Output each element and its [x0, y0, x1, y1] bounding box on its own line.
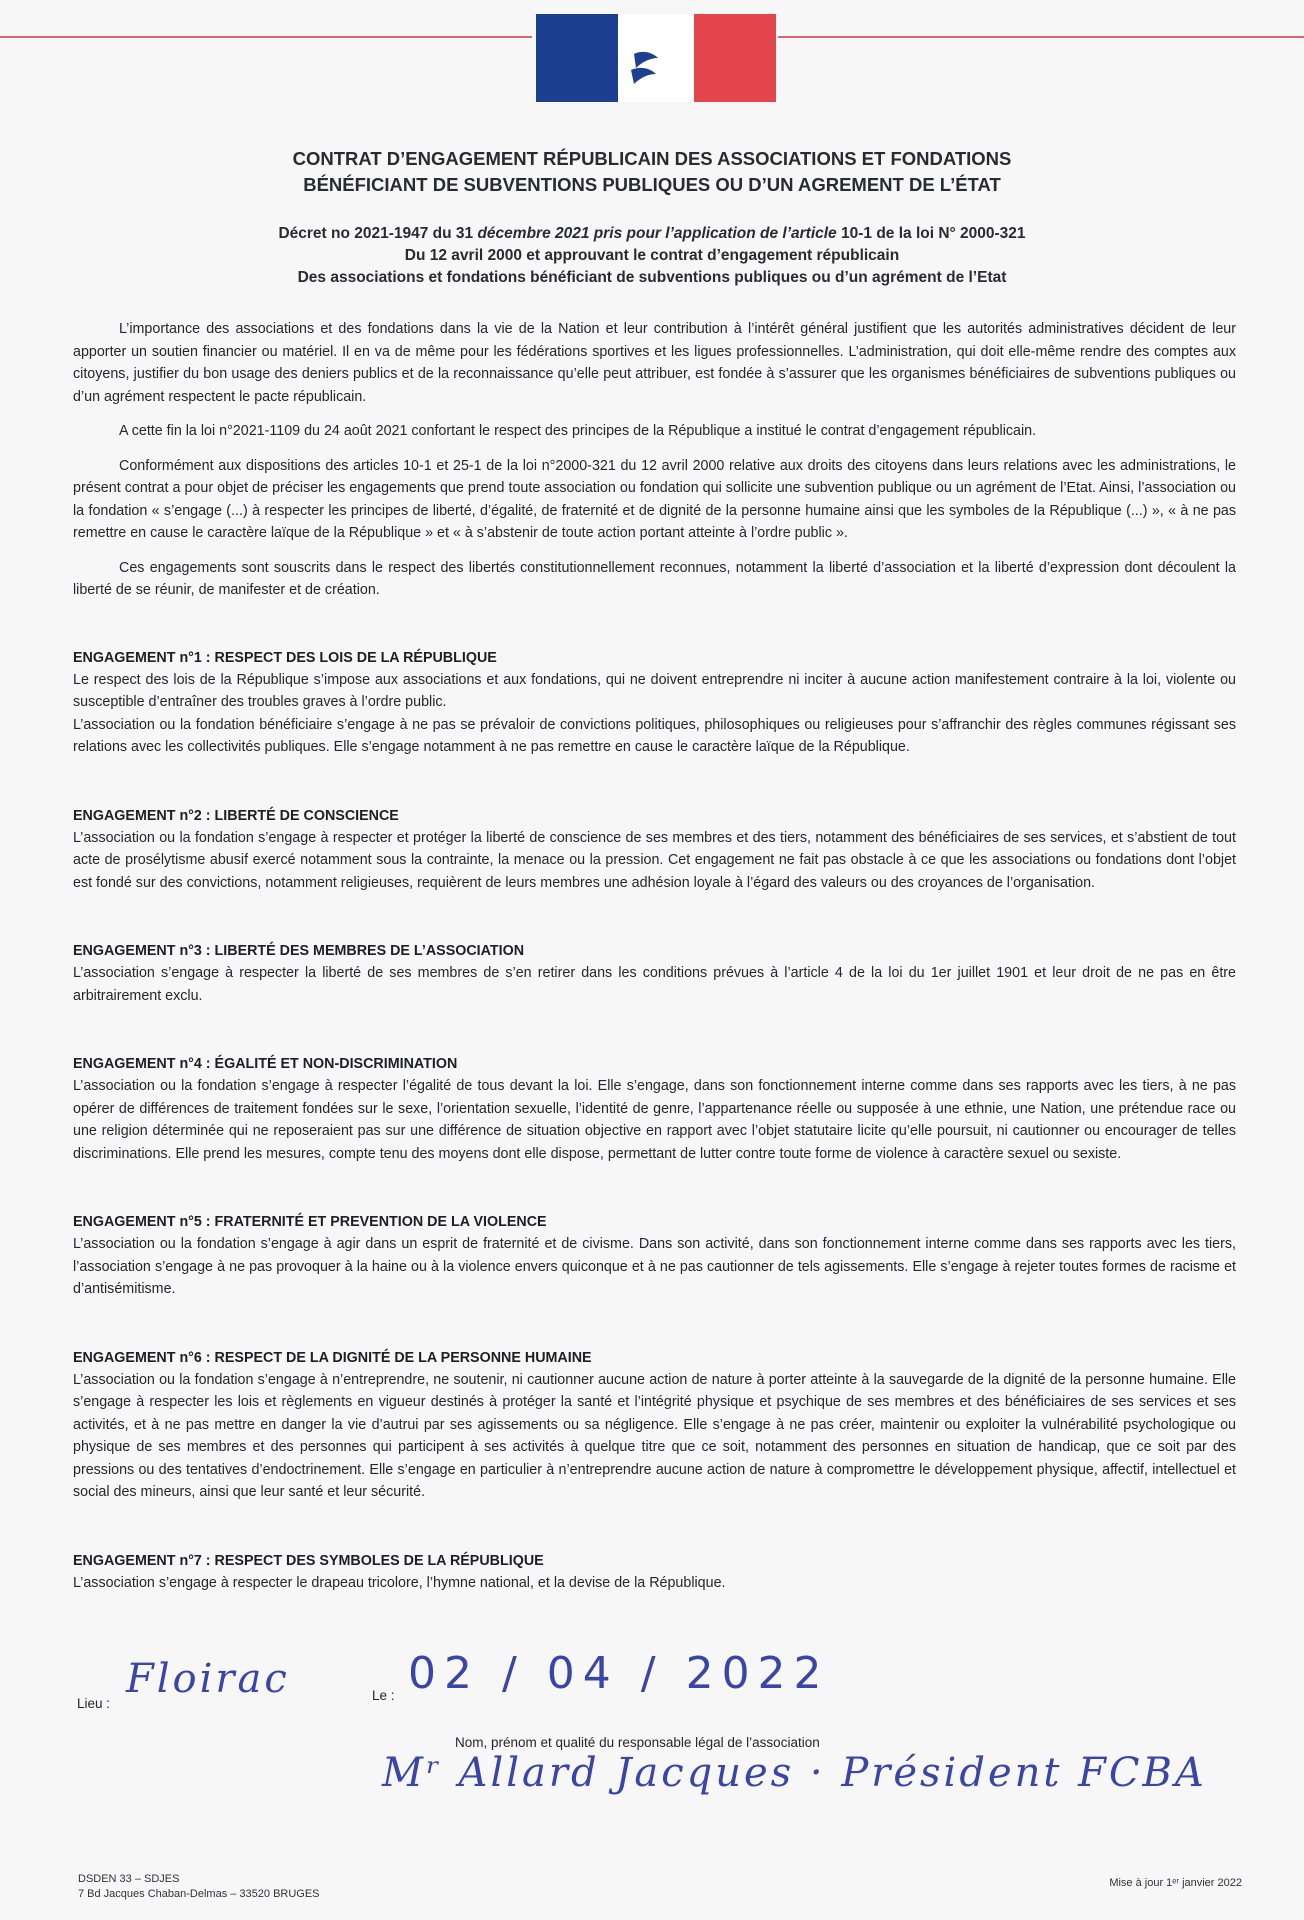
lieu-label: Lieu :: [77, 1696, 111, 1711]
engagement-1: [73, 648, 1236, 759]
engagement-4: [73, 1054, 1236, 1165]
header-rule-right: [778, 36, 1304, 38]
decree-line-1: [80, 223, 1224, 245]
date-label: Le :: [372, 1688, 395, 1703]
engagement-heading: ENGAGEMENT n°5 : FRATERNITÉ ET PREVENTION DE LA VIOLENCE: [73, 1214, 547, 1230]
responsable-handwritten: Mʳ Allard Jacques · Président FCBA: [382, 1750, 1207, 1796]
engagement-text: L’association ou la fondation s’engage à respecter l’égalité de tous devant la loi. Elle s’engage, dans son fonctionnement interne comme dans ses rapports avec les tiers, à ne pas opérer de différences de traitement fondées sur le sexe, l’orientation sexuelle, l’identité de genre, l’appartenance réelle ou supposée à une ethnie, une Nation, une prétendue race ou une religion déterminée qui ne reposeraient pas sur une différence de situation objective en rapport avec l’objet statutaire licite qu’elle poursuit, ni cautionner ou encourager de telles discriminations. Elle prend les mesures, compte tenu des moyens dont elle dispose, permettant de lutter contre toute forme de violence à caractère sexuel ou sexiste.: [73, 1078, 1236, 1162]
engagement-heading: ENGAGEMENT n°1 : RESPECT DES LOIS DE LA RÉPUBLIQUE: [73, 649, 497, 666]
footer-address: [78, 1872, 320, 1902]
footer-org-line-1: DSDEN 33 – SDJES: [78, 1873, 180, 1885]
lieu-handwritten: Floirac: [126, 1656, 290, 1702]
engagement-text: Le respect des lois de la République s’impose aux associations et aux fondations, qui ne doivent entreprendre ni inciter à aucune action manifestement contraire à la loi, violente ou susceptible d’entraîner des troubles graves à l’ordre public.: [73, 671, 1236, 710]
intro-paragraph: Conformément aux dispositions des articles 10-1 et 25-1 de la loi n°2000-321 du 12 avril 2000 relative aux droits des citoyens dans leurs relations avec les administrations, le présent contrat a pour objet de préciser les engagements que prend toute association ou fondation qui sollicite une subvention publique ou un agrément de l’Etat. Ainsi, l’association ou la fondation « s’engage (...) à respecter les principes de liberté, d’égalité, de fraternité et de dignité de la personne humaine ainsi que les symboles de la République (...) », « à ne pas remettre en cause le caractère laïque de la République » et « à s’abstenir de toute action portant atteinte à l’ordre public ».: [73, 457, 1236, 541]
engagement-5: [73, 1212, 1236, 1301]
engagement-7: [73, 1551, 1236, 1595]
engagement-heading: ENGAGEMENT n°2 : LIBERTÉ DE CONSCIENCE: [73, 807, 399, 824]
engagement-heading: ENGAGEMENT n°6 : RESPECT DE LA DIGNITÉ DE LA PERSONNE HUMAINE: [73, 1349, 592, 1366]
engagement-heading: ENGAGEMENT n°4 : ÉGALITÉ ET NON-DISCRIMINATION: [73, 1056, 458, 1072]
marianne-logo-icon: [536, 14, 776, 102]
engagement-text: L’association ou la fondation bénéficiaire s’engage à ne pas se prévaloir de convictions politiques, philosophiques ou religieuses pour s’affranchir des règles communes régissant ses relations avec les collectivités publiques. Elle s’engage notamment à ne pas remettre en cause le caractère laïque de la République.: [73, 716, 1236, 755]
engagement-heading: ENGAGEMENT n°7 : RESPECT DES SYMBOLES DE LA RÉPUBLIQUE: [73, 1552, 544, 1569]
decree-line-1-a: Décret no 2021-1947 du 31: [278, 225, 478, 242]
footer-update-date: Mise à jour 1ᵉʳ janvier 2022: [1109, 1877, 1242, 1889]
decree-line-1-b: décembre 2021 pris pour l’application de l’article: [477, 225, 837, 242]
intro-paragraph: L’importance des associations et des fondations dans la vie de la Nation et leur contribution à l’intérêt général justifient que les autorités administratives décident de leur apporter un soutien financier ou matériel. Il en va de même pour les fédérations sportives et les ligues professionnelles. L’administration, qui doit elle-même rendre des comptes aux citoyens, justifier du bon usage des deniers publics et de la reconnaissance qu’elle peut attribuer, est fondée à s’assurer que les organismes bénéficiaires de subventions publiques ou d’un agrément respectent le pacte républicain.: [73, 321, 1236, 405]
decree-reference: [80, 223, 1224, 289]
decree-line-1-c: 10-1 de la loi N° 2000-321: [836, 225, 1026, 242]
intro-paragraph: Ces engagements sont souscrits dans le respect des libertés constitutionnellement reconnues, notamment la liberté d’association et la liberté d’expression dont découlent la liberté de se réunir, de manifester et de création.: [73, 559, 1236, 598]
engagement-text: L’association s’engage à respecter la liberté de ses membres de s’en retirer dans les conditions prévues à l’article 4 de la loi du 1er juillet 1901 et leur droit de ne pas en être arbitrairement exclu.: [73, 965, 1236, 1004]
engagement-text: L’association ou la fondation s’engage à agir dans un esprit de fraternité et de civisme. Dans son activité, dans son fonctionnement interne comme dans ses rapports avec les tiers, l’association s’engage à ne pas provoquer à la haine ou à la violence envers quiconque et à ne pas cautionner de tels agissements. Elle s’engage à rejeter toutes formes de racisme et d’antisémitisme.: [73, 1236, 1236, 1297]
decree-line-3: Des associations et fondations bénéficiant de subventions publiques ou d’un agrément de l’Etat: [297, 269, 1007, 286]
engagement-2: [73, 806, 1236, 895]
title-line-2: BÉNÉFICIANT DE SUBVENTIONS PUBLIQUES OU D’UN AGREMENT DE L’ÉTAT: [303, 174, 1001, 195]
header-rule-left: [0, 36, 532, 38]
footer-org-line-2: 7 Bd Jacques Chaban-Delmas – 33520 BRUGES: [78, 1888, 320, 1900]
intro-paragraph: A cette fin la loi n°2021-1109 du 24 août 2021 confortant le respect des principes de la République a institué le contrat d’engagement républicain.: [119, 423, 1037, 439]
engagement-text: L’association ou la fondation s’engage à n’entreprendre, ne soutenir, ni cautionner aucune action de nature à porter atteinte à la sauvegarde de la dignité de la personne humaine. Elle s’engage à respecter les lois et règlements en vigueur destinés à protéger la santé et l’intégrité physique et psychique de ses membres et des bénéficiaires de ses services et ses activités, et à ne pas mettre en danger la vie d’autrui par ses agissements ou sa négligence. Elle s’engage à ne pas créer, maintenir ou exploiter la vulnérabilité psychologique ou physique de ses membres et des personnes qui participent à ses activités à quelque titre que ce soit, notamment des personnes en situation de handicap, que ce soit par des pressions ou des tentatives d’endoctrinement. Elle s’engage en particulier à n’entreprendre aucune action de nature à compromettre le développement physique, affectif, intellectuel et social des mineurs, ainsi que leur santé et leur sécurité.: [73, 1371, 1236, 1500]
document-body: [73, 318, 1236, 1641]
responsable-label: Nom, prénom et qualité du responsable légal de l’association: [455, 1735, 820, 1750]
engagements-list: [73, 648, 1236, 1595]
engagement-text: L’association s’engage à respecter le drapeau tricolore, l’hymne national, et la devise de la République.: [73, 1574, 726, 1591]
engagement-text: L’association ou la fondation s’engage à respecter et protéger la liberté de conscience de ses membres et des tiers, notamment des bénéficiaires de ses services, et s’abstient de tout acte de prosélytisme abusif exercé notamment sous la contrainte, la menace ou la pression. Cet engagement ne fait pas obstacle à ce que les associations ou fondations dont l’objet est fondé sur des convictions, notamment religieuses, requièrent de leurs membres une adhésion loyale à l’égard des valeurs ou des croyances de l’organisation.: [73, 829, 1236, 891]
engagement-heading: ENGAGEMENT n°3 : LIBERTÉ DES MEMBRES DE L’ASSOCIATION: [73, 943, 525, 959]
engagement-3: [73, 941, 1236, 1007]
date-handwritten: 02 / 04 / 2022: [408, 1648, 830, 1699]
decree-line-2: Du 12 avril 2000 et approuvant le contrat d’engagement républicain: [404, 247, 900, 264]
title-line-1: CONTRAT D’ENGAGEMENT RÉPUBLICAIN DES ASSOCIATIONS ET FONDATIONS: [292, 148, 1012, 169]
document-title: [80, 146, 1224, 198]
engagement-6: [73, 1348, 1236, 1504]
